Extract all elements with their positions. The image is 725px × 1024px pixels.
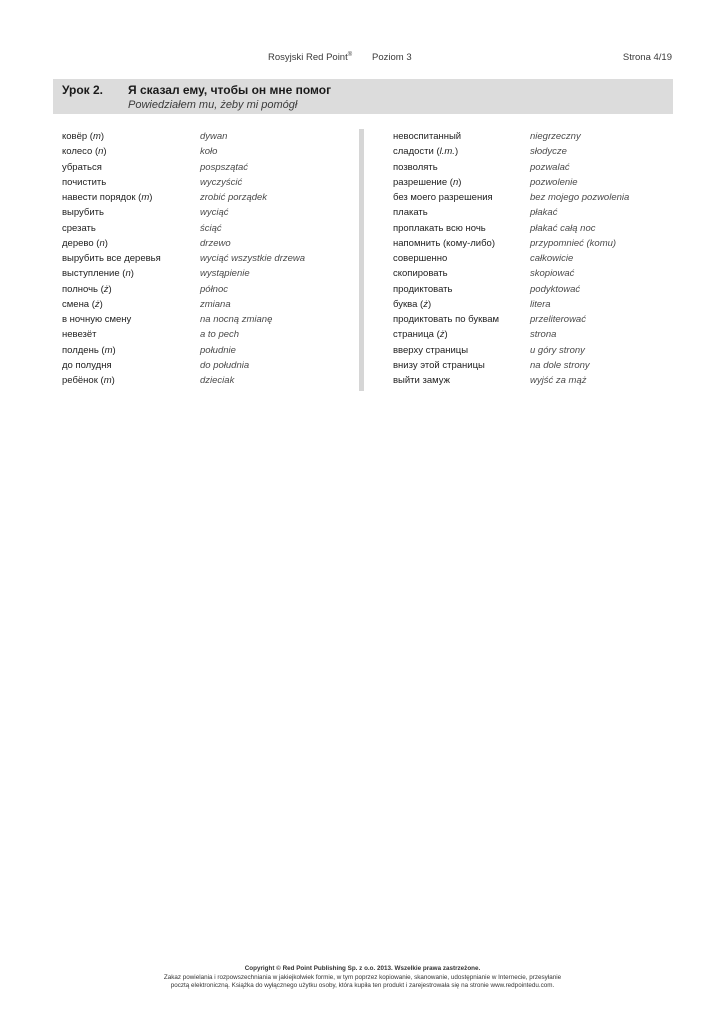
russian-term [393, 160, 438, 175]
russian-word: буква [393, 298, 418, 310]
vocab-row [62, 251, 352, 266]
vocab-row [393, 205, 673, 220]
vocab-column-left [62, 129, 352, 388]
grammar-tag: n [99, 237, 105, 249]
polish-translation: wyjść za mąż [530, 375, 587, 386]
russian-term: сладости (l.m.) [393, 146, 459, 158]
russian-word: в ночную смену [62, 314, 132, 325]
polish-translation: u góry strony [530, 344, 585, 356]
russian-word: вверху страницы [393, 344, 469, 356]
polish-translation: płakać [530, 207, 558, 219]
vocab-row [393, 190, 673, 205]
vocab-row [62, 175, 352, 190]
vocab-row [62, 373, 352, 388]
vocab-row [393, 312, 673, 327]
polish-translation: na dole strony [530, 359, 590, 371]
grammar-tag: ż [103, 283, 109, 295]
russian-term [393, 312, 499, 327]
polish-translation: słodycze [530, 146, 567, 158]
vocab-column-right [393, 129, 673, 388]
vocab-row [393, 160, 673, 175]
russian-term [393, 373, 450, 388]
vocab-row [393, 129, 673, 144]
vocab-row [393, 175, 673, 190]
russian-word: колесо [62, 146, 93, 158]
russian-term [393, 236, 495, 251]
russian-term: разрешение (n) [393, 176, 462, 188]
russian-word: невоспитанный [393, 131, 462, 142]
grammar-tag: m [103, 375, 112, 386]
polish-translation: a to pech [200, 329, 240, 341]
polish-translation: wyciąć wszystkie drzewa [200, 253, 306, 264]
polish-translation: pospszątać [200, 161, 249, 173]
russian-term [393, 343, 468, 358]
russian-word: проплакать всю ночь [393, 222, 486, 234]
polish-translation: niegrzeczny [530, 131, 581, 142]
russian-term [62, 312, 131, 327]
column-divider [359, 129, 364, 391]
grammar-tag: n [98, 146, 104, 158]
page-footer [0, 965, 725, 991]
license-line-1: Zakaz powielania i rozpowszechniania w jakiejkolwiek formie, w tym poprzez kopiowanie, skanowanie, udostępnianie w Internecie, przesyłanie [163, 973, 562, 981]
polish-translation: na nocną zmianę [200, 314, 273, 325]
vocab-row [62, 297, 352, 312]
grammar-tag: ż [94, 298, 100, 310]
russian-term [393, 358, 485, 373]
polish-translation: skopiować [530, 268, 575, 280]
registered-mark: ® [347, 52, 353, 58]
russian-word: без моего разрешения [393, 192, 493, 203]
grammar-tag: ż [423, 298, 428, 310]
vocab-row [62, 205, 352, 220]
polish-translation: całkowicie [530, 253, 574, 264]
vocab-row [393, 282, 673, 297]
vocab-row [393, 358, 673, 373]
polish-translation: przeliterować [530, 314, 586, 325]
polish-translation: pozwalać [530, 161, 570, 173]
russian-word: дерево [62, 237, 94, 249]
russian-term: полдень (m) [62, 344, 116, 356]
russian-term [62, 221, 96, 236]
russian-term: ковёр (m) [62, 131, 105, 142]
polish-translation: do południa [200, 359, 250, 371]
russian-term [393, 282, 452, 297]
russian-word: продиктовать по буквам [393, 314, 500, 325]
vocab-row [62, 129, 352, 144]
russian-term: буква (ż) [393, 298, 432, 310]
russian-term [393, 190, 493, 205]
license-line-2: pocztą elektroniczną. Książka do wyłącznego użytku osoby, która kupiła ten produkt i zarejestrowała się na stronie www.redpointedu.com. [170, 982, 555, 989]
vocab-row [62, 282, 352, 297]
russian-term [62, 251, 161, 266]
polish-translation: ściąć [200, 222, 222, 234]
russian-word: внизу этой страницы [393, 359, 485, 371]
russian-word: выйти замуж [393, 375, 450, 386]
vocab-row [393, 144, 673, 159]
russian-term [62, 160, 102, 175]
grammar-tag: m [104, 344, 113, 356]
polish-translation: północ [200, 283, 228, 295]
russian-word: навести порядок [62, 192, 136, 203]
russian-word: совершенно [393, 253, 448, 264]
russian-word: сладости [393, 146, 434, 158]
russian-term: смена (ż) [62, 298, 103, 310]
russian-word: плакать [393, 207, 428, 219]
russian-word: ребёнок [62, 375, 98, 386]
polish-translation: wyczyścić [200, 176, 243, 188]
vocab-row [62, 327, 352, 342]
polish-translation: wystąpienie [200, 268, 250, 280]
russian-word: почистить [62, 176, 107, 188]
polish-translation: strona [530, 329, 557, 341]
polish-translation: wyciąć [200, 207, 229, 219]
russian-term [393, 251, 447, 266]
russian-term [393, 129, 461, 144]
level-label: Poziom 3 [372, 52, 412, 63]
vocab-row [393, 297, 673, 312]
page-header [0, 52, 725, 66]
vocab-row [62, 312, 352, 327]
grammar-tag: n [125, 268, 131, 280]
russian-word: скопировать [393, 268, 448, 280]
russian-word: продиктовать [393, 283, 453, 295]
grammar-tag: m [92, 131, 101, 142]
russian-term [393, 205, 428, 220]
grammar-tag: l.m. [439, 146, 455, 158]
russian-term: полночь (ż) [62, 283, 112, 295]
russian-term: колесо (n) [62, 146, 107, 158]
polish-translation: zmiana [200, 298, 231, 310]
russian-term [62, 175, 106, 190]
vocab-row [62, 190, 352, 205]
grammar-tag: ż [439, 329, 445, 341]
russian-term [62, 358, 112, 373]
vocab-row [393, 373, 673, 388]
russian-term: ребёнок (m) [62, 375, 115, 386]
vocab-row [62, 144, 352, 159]
russian-term [62, 205, 104, 220]
lesson-number: Урок 2. [62, 83, 104, 97]
russian-word: страница [393, 329, 434, 341]
grammar-tag: n [452, 176, 459, 188]
vocab-row [62, 221, 352, 236]
russian-word: убраться [62, 161, 102, 173]
vocab-row [393, 236, 673, 251]
grammar-tag: m [141, 192, 150, 203]
lesson-title-ru: Я сказал ему, чтобы он мне помог [128, 83, 332, 97]
polish-translation: podyktować [530, 283, 581, 295]
russian-term: страница (ż) [393, 329, 448, 341]
russian-word: срезать [62, 222, 96, 234]
russian-word: разрешение [393, 176, 448, 188]
vocab-row [393, 343, 673, 358]
lesson-title-pl: Powiedziałem mu, żeby mi pomógł [128, 99, 298, 111]
vocab-row [62, 266, 352, 281]
russian-word: вырубить все деревья [62, 253, 161, 264]
russian-word: полдень [62, 344, 99, 356]
polish-translation: południe [200, 344, 236, 356]
polish-translation: przypomnieć (komu) [530, 237, 617, 249]
vocab-row [393, 251, 673, 266]
vocab-row [393, 266, 673, 281]
russian-word: смена [62, 298, 90, 310]
vocab-row [62, 343, 352, 358]
lesson-header [53, 79, 673, 114]
polish-translation: drzewo [200, 237, 231, 249]
russian-word: полночь [62, 283, 98, 295]
russian-term: дерево (n) [62, 237, 108, 249]
russian-term [62, 327, 97, 342]
vocab-row [62, 236, 352, 251]
russian-word: выступление [62, 268, 120, 280]
polish-translation: litera [530, 298, 551, 310]
russian-term [393, 221, 486, 236]
vocab-row [393, 327, 673, 342]
russian-word: напомнить (кому-либо) [393, 237, 495, 249]
polish-translation: dywan [200, 131, 228, 142]
polish-translation: pozwolenie [530, 176, 578, 188]
polish-translation: płakać całą noc [530, 222, 596, 234]
page-number: Strona 4/19 [622, 52, 672, 63]
russian-word: вырубить [62, 207, 104, 219]
russian-word: невезёт [62, 329, 97, 341]
course-name: Rosyjski Red Point® [268, 52, 353, 63]
vocab-row [62, 358, 352, 373]
russian-word: до полудня [62, 359, 112, 371]
polish-translation: zrobić porządek [200, 192, 268, 203]
polish-translation: koło [200, 146, 218, 158]
vocab-row [62, 160, 352, 175]
polish-translation: dzieciak [200, 375, 235, 386]
russian-word: позволять [393, 161, 438, 173]
copyright-notice: Copyright © Red Point Publishing Sp. z o.o. 2013. Wszelkie prawa zastrzeżone. [244, 965, 481, 972]
russian-term: выступление (n) [62, 268, 134, 280]
russian-term [393, 266, 448, 281]
vocab-row [393, 221, 673, 236]
russian-term: навести порядок (m) [62, 192, 153, 203]
polish-translation: bez mojego pozwolenia [530, 192, 630, 203]
russian-word: ковёр [62, 131, 88, 142]
